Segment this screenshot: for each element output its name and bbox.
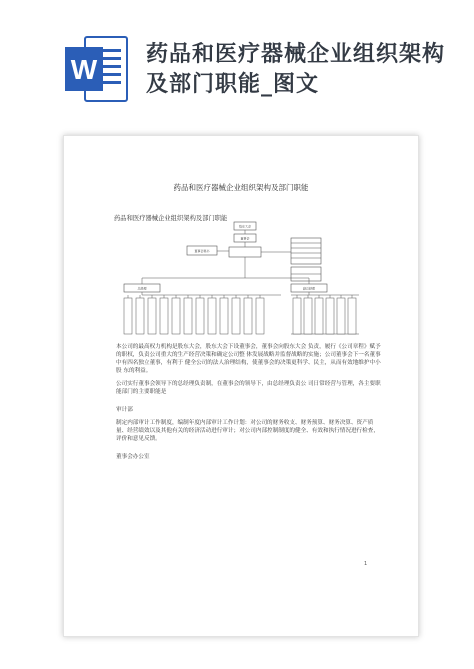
page-title — [146, 40, 466, 100]
department-box-2 — [136, 298, 144, 334]
document-subtitle: 药品和医疗器械企业组织架构及部门职能 — [114, 215, 228, 222]
word-document-icon — [63, 33, 131, 105]
org-label-level3-left: 总经理 — [137, 286, 147, 291]
header — [0, 0, 474, 125]
department-box-right-4 — [326, 298, 334, 334]
department-box-right-2 — [304, 298, 312, 334]
org-label-level3-right: 副总经理 — [302, 286, 316, 291]
department-box-3 — [148, 298, 156, 334]
paragraph-1: 本公司的最高权力机构是股东大会，股东大会下设董事会，董事会向股东大会 负责，履行《公司章程》赋予的职权，负责公司重大的生产经营决策和确定公司整 体发展战略并监督战略的实施；公司董事会下一名董事中有四名独立董事，有利于 健全公司的法人治理结构，使董事会的决策更科学、民主，从而有效地维护中小股 东的利益。 — [116, 344, 381, 374]
department-box-6 — [184, 298, 192, 334]
department-boxes-left — [124, 295, 264, 334]
org-label-left: 董事会秘书 — [194, 249, 210, 253]
department-box-right-5 — [337, 298, 345, 334]
document-page — [63, 135, 419, 637]
department-box-7 — [196, 298, 204, 334]
department-box-5 — [172, 298, 180, 334]
org-box-committees — [291, 238, 321, 264]
section-text-audit: 制定内部审计工作制度，编制年度内部审计工作计划：对公司的财务收支、财务预算、财务决算、资产质量、经营绩效以及其他有关的经济活动进行审计；对公司内部控制制度的健全、有效和执行情况进行检查，评价和意见反馈。 — [116, 420, 379, 442]
department-boxes-right — [293, 295, 356, 334]
section-heading-audit: 审计部 — [116, 407, 133, 413]
department-box-right-1 — [293, 298, 301, 334]
department-box-8 — [208, 298, 216, 334]
document-title: 药品和医疗器械企业组织架构及部门职能 — [173, 183, 309, 192]
document-body — [116, 343, 381, 466]
department-box-10 — [232, 298, 240, 334]
org-label-second: 董事会 — [240, 236, 250, 241]
department-box-right-6 — [348, 298, 356, 334]
page-number: 1 — [364, 561, 368, 567]
department-box-right-3 — [315, 298, 323, 334]
page-title-line-2: 及部门职能_图文 — [146, 72, 320, 97]
section-heading-board-office: 董事会办公室 — [116, 454, 150, 460]
paragraph-2: 公司实行董事会领导下的总经理负责制，在董事会的领导下，由总经理负责公 司日常经营与管理，各主要职能部门的主要职能是 — [116, 381, 381, 395]
word-icon-letter: W — [70, 54, 98, 85]
page-title-line-1: 药品和医疗器械企业组织架构 — [146, 42, 446, 67]
document-preview-area — [0, 125, 474, 669]
department-box-9 — [220, 298, 228, 334]
department-box-11 — [244, 298, 252, 334]
org-box-center — [229, 247, 261, 257]
org-chart — [119, 220, 364, 342]
department-box-12 — [256, 298, 264, 334]
department-box-4 — [160, 298, 168, 334]
department-box-1 — [124, 298, 132, 334]
org-label-top: 股东大会 — [238, 224, 252, 229]
